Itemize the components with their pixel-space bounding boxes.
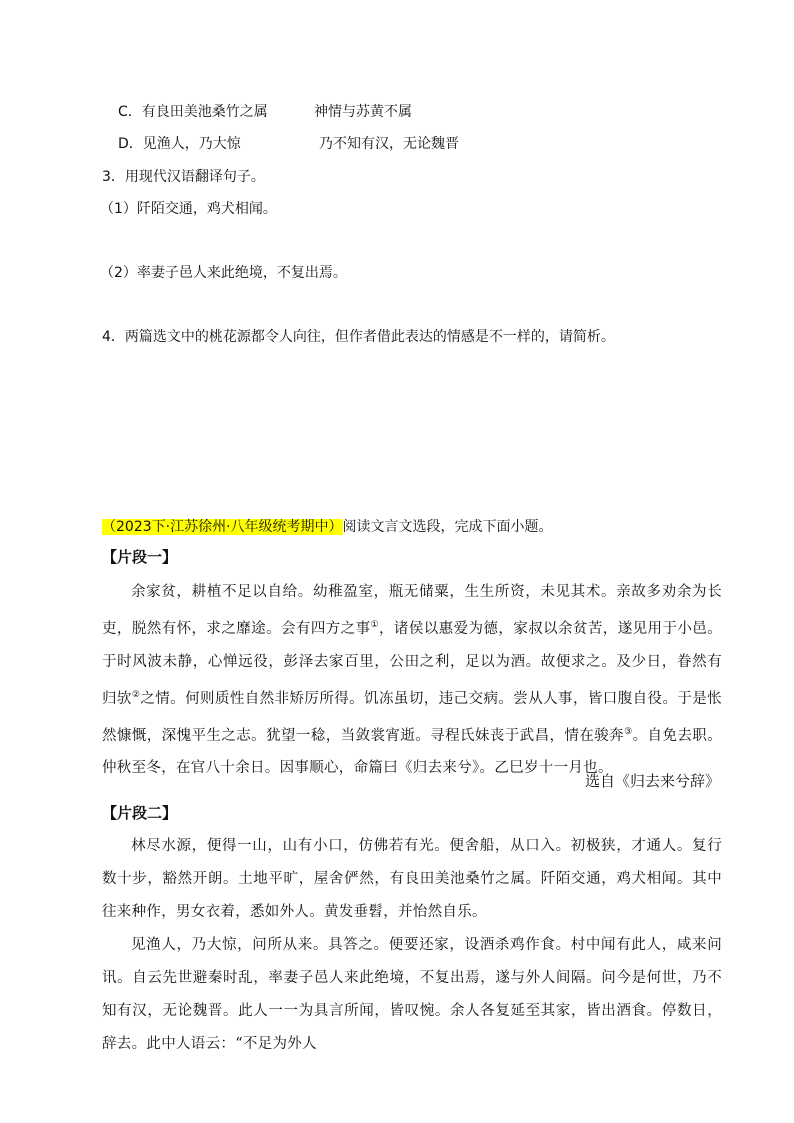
option-d-compare: 乃不知有汉，无论魏晋 bbox=[319, 136, 459, 152]
question-3-sentence-1: （1）阡陌交通，鸡犬相闻。 bbox=[100, 201, 277, 217]
option-d: D．见渔人，乃大惊 bbox=[118, 136, 241, 152]
option-c-compare: 神情与苏黄不属 bbox=[314, 104, 412, 120]
part-1-text bbox=[102, 576, 722, 785]
part-1-text-c: 之情。何则质性自然非矫厉所得。饥冻虽切，违己交病。尝从人事，皆口腹自役。于是怅然慷慨，深愧平生之志。犹望一稔，当敛裳宵逝。寻程氏妹丧于武昌，情在骏奔 bbox=[102, 690, 723, 744]
footnote-3-marker: ③ bbox=[624, 726, 633, 737]
question-4: 4．两篇选文中的桃花源都令人向往，但作者借此表达的情感是不一样的，请简析。 bbox=[102, 329, 615, 345]
part-1-text-a: 余家贫，耕植不足以自给。幼稚盈室，瓶无储粟，生生所资，未见其术。亲故多劝余为长吏，脱然有怀，求之靡途。会有四方之事 bbox=[102, 584, 722, 637]
part-1-source: 选自《归去来兮辞》 bbox=[584, 772, 720, 790]
part-1-label: 【片段一】 bbox=[102, 548, 178, 566]
question-3-sentence-2: （2）率妻子邑人来此绝境，不复出焉。 bbox=[100, 265, 347, 281]
footnote-2-marker: ② bbox=[131, 689, 141, 700]
part-1-text-b: ，诸侯以惠爱为德，家叔以余贫苦，遂见用于小邑。于时风波未静，心惮远役，彭泽去家百里，公田之利，足以为酒。故便求之。及少日，眷然有归欤 bbox=[102, 620, 722, 707]
footnote-1-marker: ① bbox=[370, 620, 380, 630]
part-2-paragraph-1: 林尽水源，便得一山，山有小口，仿佛若有光。便舍船，从口入。初极狭，才通人。复行数十步，豁然开朗。土地平旷，屋舍俨然，有良田美池桑竹之属。阡陌交通，鸡犬相闻。其中往来种作，男女衣着，悉如外人。黄发垂髫，并怡然自乐。 bbox=[102, 838, 722, 920]
source-tag: （2023下·江苏徐州·八年级统考期中） bbox=[102, 519, 343, 535]
question-3-title: 3．用现代汉语翻译句子。 bbox=[102, 169, 265, 185]
passage-header bbox=[102, 516, 553, 536]
part-2-paragraph-2: 见渔人，乃大惊，问所从来。具答之。便要还家，设酒杀鸡作食。村中闻有此人，咸来问讯。自云先世避秦时乱，率妻子邑人来此绝境，不复出焉，遂与外人间隔。问今是何世，乃不知有汉，无论魏晋。此人一一为具言所闻，皆叹惋。余人各复延至其家，皆出酒食。停数日，辞去。此中人语云：“不足为外人 bbox=[102, 937, 722, 1052]
option-c: C．有良田美池桑竹之属 bbox=[118, 104, 268, 120]
passage-intro: 阅读文言文选段，完成下面小题。 bbox=[342, 519, 553, 535]
part-2-label: 【片段二】 bbox=[102, 804, 178, 822]
part-1-text-d: 。自免去职。仲秋至冬，在官八十余日。因事顺心，命篇曰《归去来兮》。乙巳岁十一月也。 bbox=[102, 727, 722, 777]
